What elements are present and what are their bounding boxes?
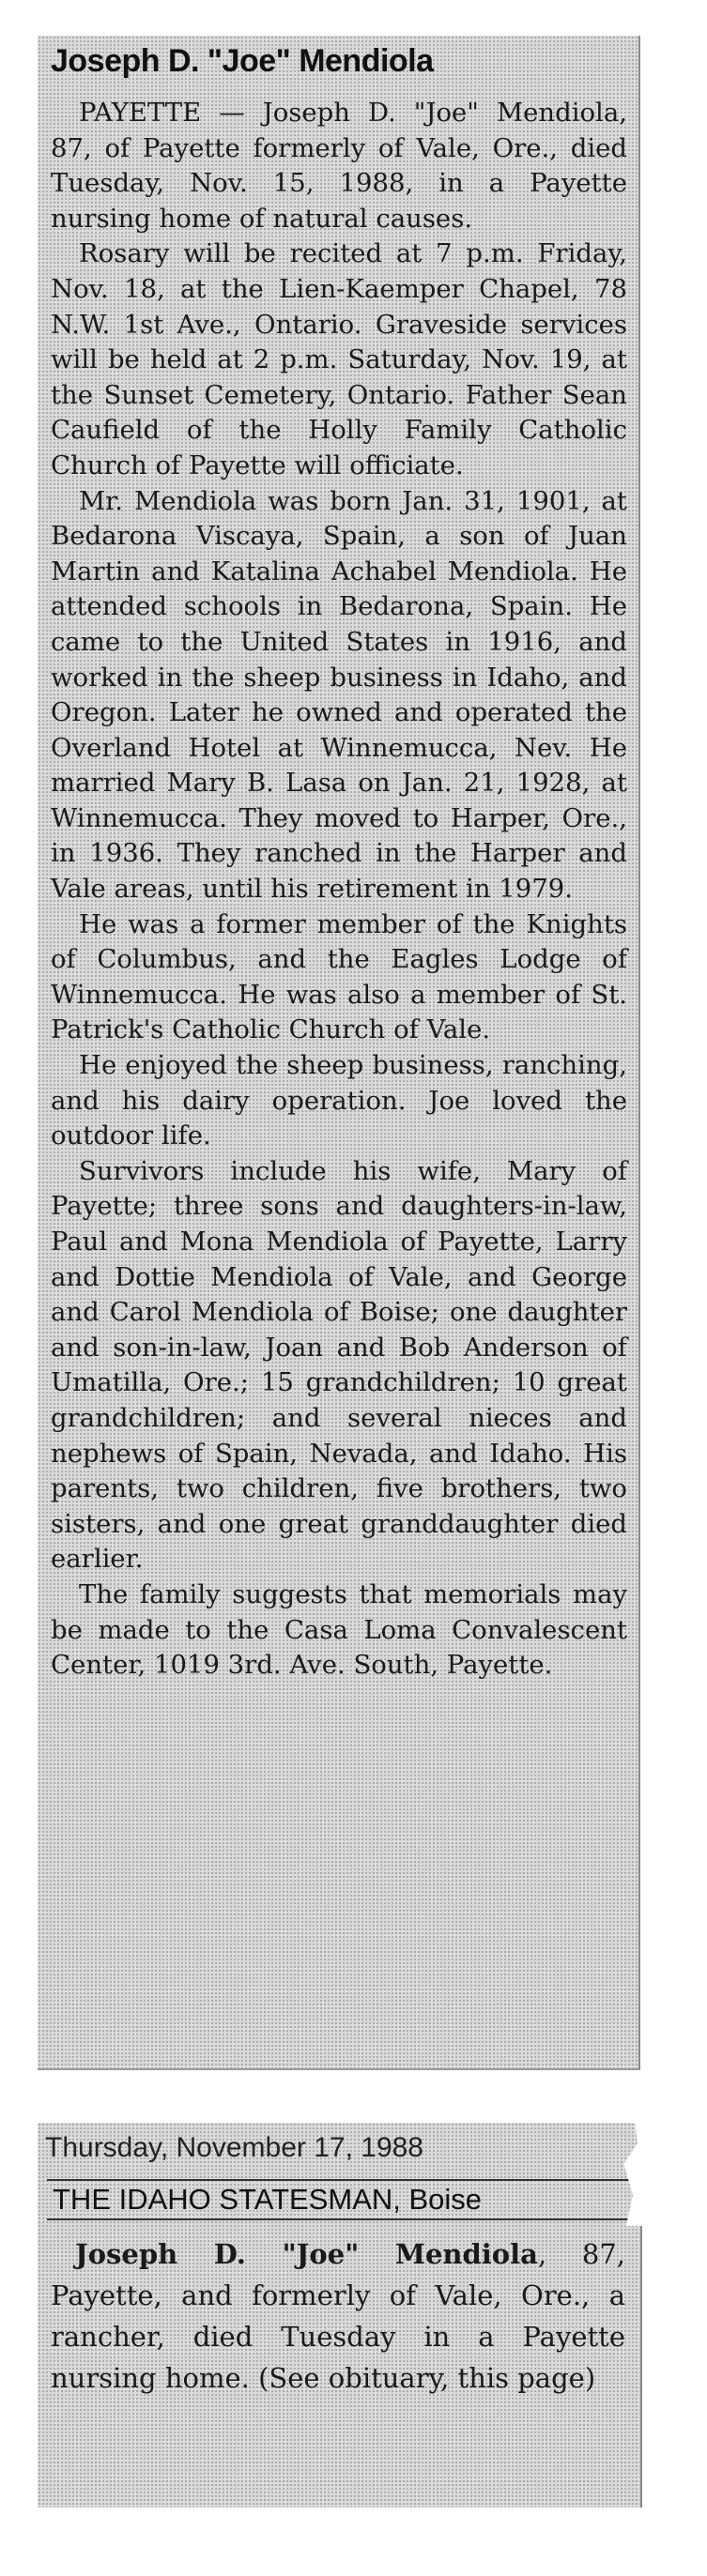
obituary-paragraph: He was a former member of the Knights of Columbus, and the Eagles Lodge of Winnemucca. He was also a member of St. Patrick's Catholic Church of Vale. <box>51 908 627 1045</box>
obituary-paragraph: Rosary will be recited at 7 p.m. Friday, Nov. 18, at the Lien-Kaemper Chapel, 78 N.W. 1st Ave., Ontario. Graveside services will be held at 2 p.m. Saturday, Nov. 19, at the Sunset Cemetery, Ontario. Father Sean Caufield of the Holly Family Catholic Church of Payette will officiate. <box>51 238 627 480</box>
obituary-clipping <box>38 36 640 2070</box>
obituary-paragraph: PAYETTE — Joseph D. "Joe" Mendiola, 87, of Payette formerly of Vale, Ore., died Tuesday, Nov. 15, 1988, in a Payette nursing home of natural causes. <box>51 98 627 234</box>
obituary-paragraph: He enjoyed the sheep business, ranching, and his dairy operation. Joe loved the outdoor life. <box>51 1050 627 1151</box>
dateline: Thursday, November 17, 1988 <box>45 2132 423 2163</box>
obituary-body <box>51 96 627 1684</box>
obituary-paragraph: Survivors include his wife, Mary of Payette; three sons and daughters-in-law, Paul and Mona Mendiola of Payette, Larry and Dottie Mendiola of Vale, and George and Carol Mendiola of Boise; one daughter and son-in-law, Joan and Bob Anderson of Umatilla, Ore.; 15 grandchildren; 10 great grandchildren; and several nieces and nephews of Spain, Nevada, and Idaho. His parents, two children, five brothers, two sisters, and one great granddaughter died earlier. <box>51 1155 627 1575</box>
brief-text: , 87, Payette, and formerly of Vale, Ore., a rancher, died Tuesday in a Payette nursing home. (See obituary, this page) <box>51 2238 626 2394</box>
news-brief <box>51 2233 625 2399</box>
obituary-paragraph: Mr. Mendiola was born Jan. 31, 1901, at Bedarona Viscaya, Spain, a son of Juan Martin and Katalina Achabel Mendiola. He attended schools in Bedarona, Spain. He came to the United States in 1916, and worked in the sheep business in Idaho, and Oregon. Later he owned and operated the Overland Hotel at Winnemucca, Nev. He married Mary B. Lasa on Jan. 21, 1928, at Winnemucca. They moved to Harper, Ore., in 1936. They ranched in the Harper and Vale areas, until his retirement in 1979. <box>51 485 627 905</box>
news-brief-clipping <box>38 2123 642 2507</box>
obituary-headline: Joseph D. "Joe" Mendiola <box>51 43 434 79</box>
brief-name: Joseph D. "Joe" Mendiola <box>75 2238 538 2270</box>
obituary-paragraph: The family suggests that memorials may be made to the Casa Loma Convalescent Center, 1019 3rd. Ave. South, Payette. <box>51 1578 627 1681</box>
newspaper-masthead: THE IDAHO STATESMAN, Boise <box>47 2179 635 2220</box>
